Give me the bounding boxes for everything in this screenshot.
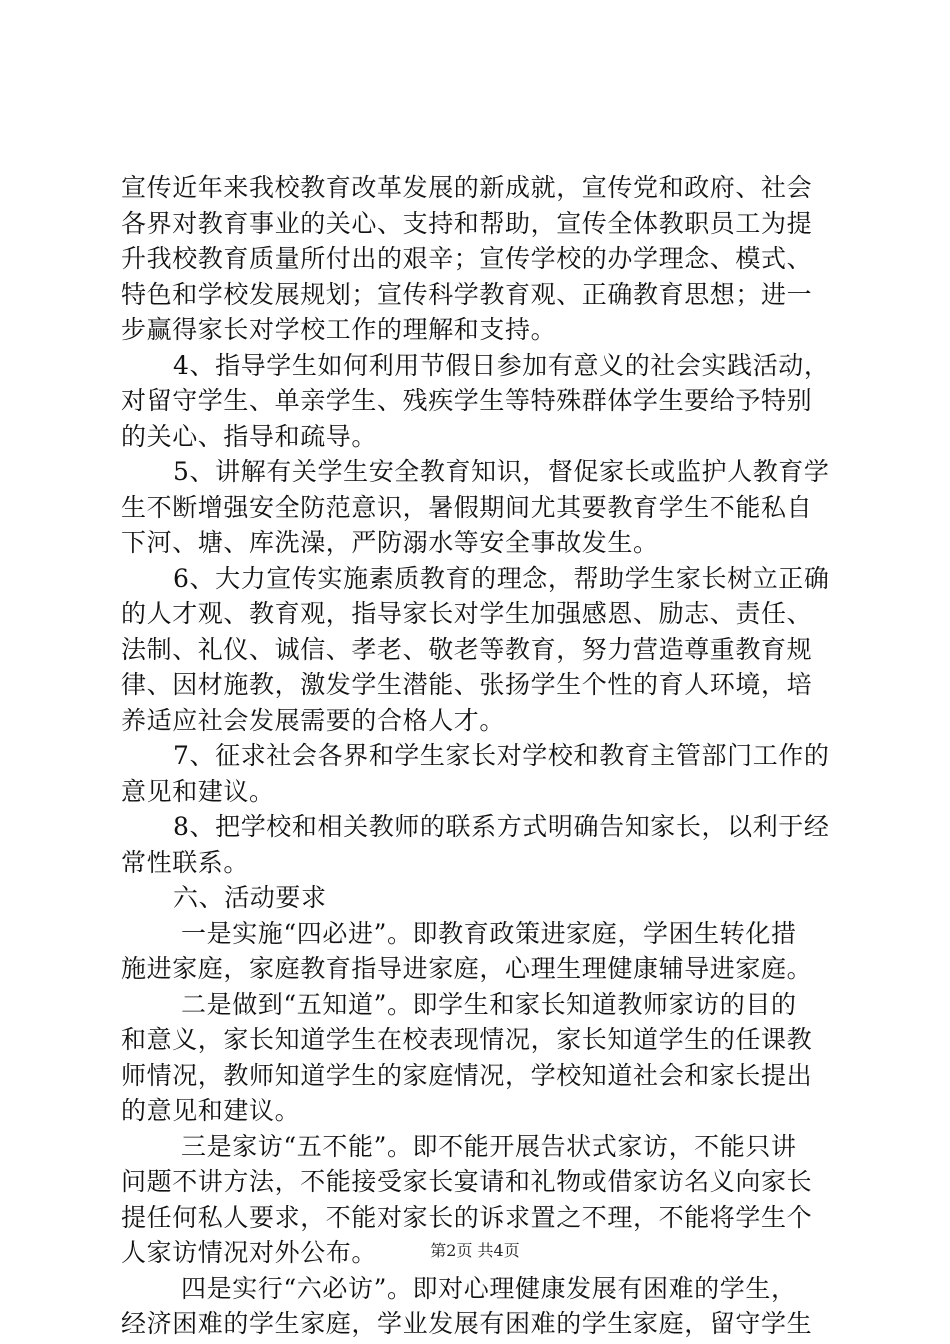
text-line: 对留守学生、单亲学生、残疾学生等特殊群体学生要给予特别 [121, 386, 813, 415]
paragraph-5-start: 5、讲解有关学生安全教育知识，督促家长或监护人教育学 [173, 457, 830, 486]
paragraph-8-start: 8、把学校和相关教师的联系方式明确告知家长，以利于经 [173, 812, 830, 841]
requirement-4-start: 四是实行“六必访”。即对心理健康发展有困难的学生， [181, 1273, 797, 1303]
text-line: 宣传近年来我校教育改革发展的新成就，宣传党和政府、社会 [121, 173, 813, 202]
paragraph-7-start: 7、征求社会各界和学生家长对学校和教育主管部门工作的 [173, 741, 830, 770]
text-line: 的意见和建议。 [121, 1096, 301, 1125]
text-line: 师情况，教师知道学生的家庭情况，学校知道社会和家长提出 [121, 1060, 813, 1090]
requirement-1-start: 一是实施“四必进”。即教育政策进家庭，学困生转化措 [181, 918, 797, 948]
text-line: 升我校教育质量所付出的艰辛；宣传学校的办学理念、模式、 [121, 244, 813, 273]
text-line: 步赢得家长对学校工作的理解和支持。 [121, 315, 557, 344]
requirement-2-start: 二是做到“五知道”。即学生和家长知道教师家访的目的 [181, 989, 797, 1019]
text-line: 人家访情况对外公布。 [121, 1238, 378, 1267]
text-line: 意见和建议。 [121, 776, 275, 806]
text-line: 常性联系。 [121, 847, 250, 877]
text-line: 问题不讲方法，不能接受家长宴请和礼物或借家访名义向家长 [121, 1167, 813, 1196]
section-heading-activity-requirements: 六、活动要求 [173, 883, 327, 912]
paragraph-6-start: 6、大力宣传实施素质教育的理念，帮助学生家长树立正确 [173, 563, 830, 593]
text-line: 提任何私人要求，不能对家长的诉求置之不理，不能将学生个 [121, 1202, 813, 1232]
page-number-footer: 第2页 共4页 [430, 1241, 520, 1260]
text-line: 的关心、指导和疏导。 [121, 421, 378, 451]
text-line: 各界对教育事业的关心、支持和帮助，宣传全体教职员工为提 [121, 208, 813, 238]
text-line: 法制、礼仪、诚信、孝老、敬老等教育，努力营造尊重教育规 [121, 634, 813, 664]
text-line: 下河、塘、库洗澡，严防溺水等安全事故发生。 [121, 528, 659, 557]
text-line: 的人才观、教育观，指导家长对学生加强感恩、励志、责任、 [121, 599, 813, 628]
text-line: 生不断增强安全防范意识，暑假期间尤其要教育学生不能私自 [121, 492, 813, 522]
text-line: 经济困难的学生家庭，学业发展有困难的学生家庭，留守学生 [121, 1309, 813, 1338]
text-line: 养适应社会发展需要的合格人才。 [121, 705, 506, 735]
requirement-3-start: 三是家访“五不能”。即不能开展告状式家访，不能只讲 [181, 1131, 797, 1161]
text-line: 和意义，家长知道学生在校表现情况，家长知道学生的任课教 [121, 1025, 813, 1054]
document-body [121, 170, 841, 1342]
text-line: 律、因材施教，激发学生潜能、张扬学生个性的育人环境，培 [121, 670, 813, 699]
text-line: 特色和学校发展规划；宣传科学教育观、正确教育思想；进一 [121, 279, 813, 309]
text-line: 施进家庭，家庭教育指导进家庭，心理生理健康辅导进家庭。 [121, 954, 813, 983]
paragraph-4-start: 4、指导学生如何利用节假日参加有意义的社会实践活动， [173, 350, 830, 380]
